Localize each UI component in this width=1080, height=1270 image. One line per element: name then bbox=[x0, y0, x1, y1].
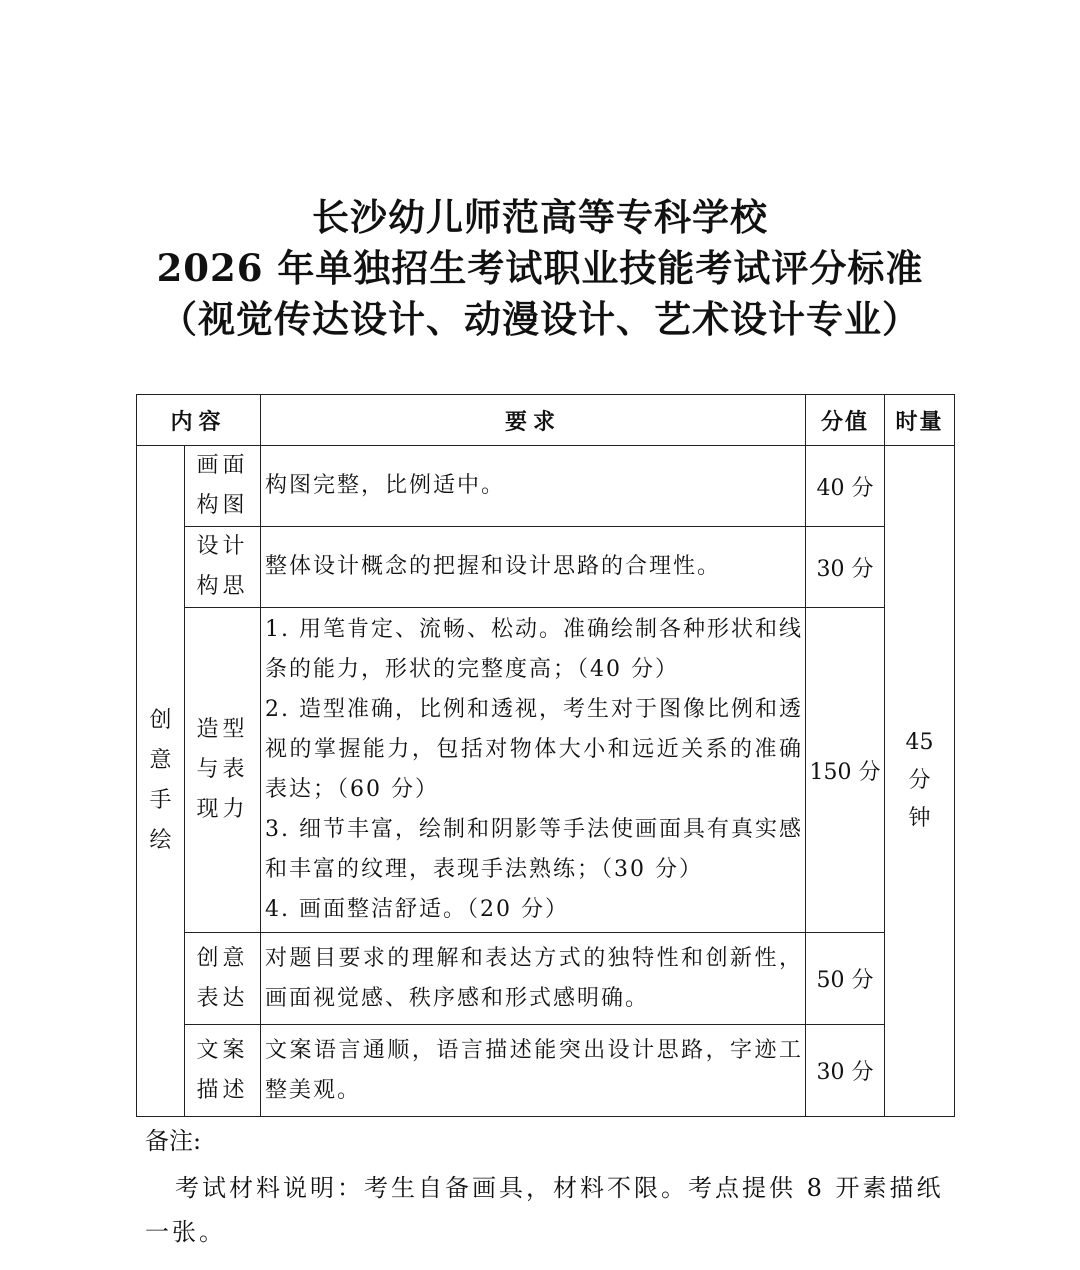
document-title bbox=[0, 192, 1080, 345]
table-row bbox=[137, 608, 955, 933]
requirement-cell: 1. 用笔肯定、流畅、松动。准确绘制各种形状和线条的能力，形状的完整度高；（40 分） 2. 造型准确，比例和透视，考生对于图像比例和透视的掌握能力，包括对物体大小和远近关系的准确表达；（60 分） 3. 细节丰富，绘制和阴影等手法使画面具有真实感和丰富的纹理，表现手法熟练；（30 分） 4. 画面整洁舒适。（20 分） bbox=[261, 608, 806, 933]
table-header-row bbox=[137, 395, 955, 446]
item-cell: 创意表达 bbox=[185, 933, 261, 1025]
item-cell: 文案描述 bbox=[185, 1025, 261, 1117]
title-majors: （视觉传达设计、动漫设计、艺术设计专业） bbox=[160, 297, 920, 341]
requirement-cell: 对题目要求的理解和表达方式的独特性和创新性，画面视觉感、秩序感和形式感明确。 bbox=[261, 933, 806, 1025]
category-cell bbox=[137, 446, 185, 1117]
table-row bbox=[137, 527, 955, 608]
table-row bbox=[137, 446, 955, 527]
item-cell: 设计构思 bbox=[185, 527, 261, 608]
table-row bbox=[137, 933, 955, 1025]
grading-table bbox=[136, 394, 955, 1117]
notes-label: 备注: bbox=[145, 1127, 202, 1155]
item-cell: 造型与表现力 bbox=[185, 608, 261, 933]
item-cell: 画面构图 bbox=[185, 446, 261, 527]
header-requirement: 要求 bbox=[261, 395, 806, 446]
title-school: 长沙幼儿师范高等专科学校 bbox=[312, 195, 768, 239]
notes bbox=[145, 1122, 945, 1254]
score-cell: 40 分 bbox=[806, 446, 885, 527]
table-row bbox=[137, 1025, 955, 1117]
score-cell: 30 分 bbox=[806, 527, 885, 608]
duration-value: 45分钟 bbox=[905, 730, 934, 831]
score-cell: 30 分 bbox=[806, 1025, 885, 1117]
requirement-cell: 文案语言通顺，语言描述能突出设计思路，字迹工整美观。 bbox=[261, 1025, 806, 1117]
title-exam: 2026 年单独招生考试职业技能考试评分标准 bbox=[156, 246, 924, 290]
notes-text: 考试材料说明：考生自备画具，材料不限。考点提供 8 开素描纸一张。 bbox=[145, 1174, 944, 1246]
score-cell: 150 分 bbox=[806, 608, 885, 933]
requirement-cell: 构图完整，比例适中。 bbox=[261, 446, 806, 527]
requirement-cell: 整体设计概念的把握和设计思路的合理性。 bbox=[261, 527, 806, 608]
category-label: 创意手绘 bbox=[149, 708, 172, 853]
score-cell: 50 分 bbox=[806, 933, 885, 1025]
header-score: 分值 bbox=[806, 395, 885, 446]
header-content: 内容 bbox=[137, 395, 261, 446]
duration-cell bbox=[885, 446, 955, 1117]
header-duration: 时量 bbox=[885, 395, 955, 446]
